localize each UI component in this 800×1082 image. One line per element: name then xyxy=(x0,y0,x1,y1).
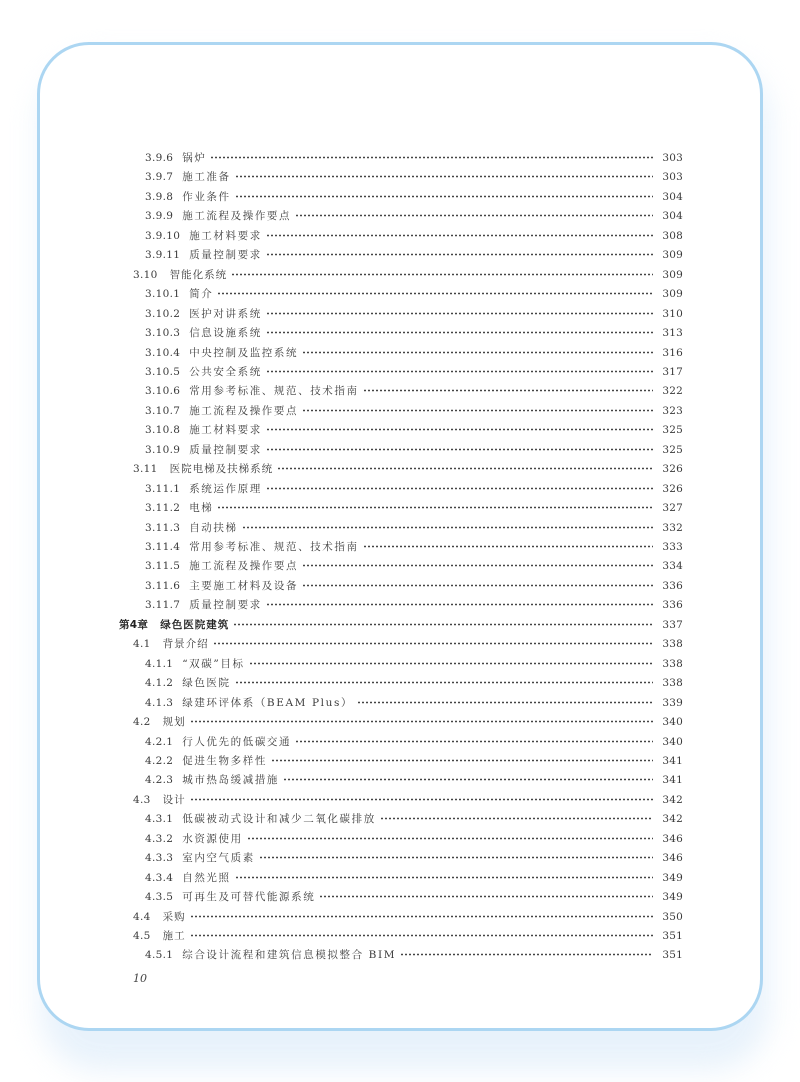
toc-entry-title: 质量控制要求 xyxy=(189,443,262,456)
toc-entry-number: 3.11.4 xyxy=(145,541,181,553)
toc-entry-title: 质量控制要求 xyxy=(189,599,262,612)
toc-entry[interactable] xyxy=(0,924,800,943)
toc-entry-title: 主要施工材料及设备 xyxy=(189,579,299,592)
dot-leader xyxy=(217,506,653,509)
toc-entry-page: 325 xyxy=(662,424,683,437)
toc-entry[interactable] xyxy=(0,768,800,787)
dot-leader xyxy=(277,467,653,470)
toc-entry-page: 339 xyxy=(662,696,683,709)
toc-entry-title: 低碳被动式设计和减少二氧化碳排放 xyxy=(182,813,376,826)
toc-entry-page: 334 xyxy=(662,560,683,573)
toc-entry-number: 4.4 xyxy=(133,910,151,923)
dot-leader xyxy=(271,759,653,762)
dot-leader xyxy=(266,234,653,237)
toc-entry-number: 4.1.2 xyxy=(145,677,174,690)
toc-entry[interactable] xyxy=(0,535,800,554)
toc-entry-number: 3.11.1 xyxy=(145,482,181,495)
toc-entry-title: 水资源使用 xyxy=(182,832,243,845)
toc-entry[interactable] xyxy=(0,691,800,710)
toc-entry-page: 341 xyxy=(662,754,683,767)
toc-entry-number: 4.1.3 xyxy=(145,696,174,709)
toc-entry-page: 304 xyxy=(662,190,683,203)
dot-leader xyxy=(210,156,653,159)
dot-leader xyxy=(363,389,653,392)
toc-entry-number: 4.1 xyxy=(133,638,151,651)
toc-entry[interactable] xyxy=(0,554,800,573)
toc-entry-title: 施工流程及操作要点 xyxy=(182,210,292,223)
toc-entry-page: 323 xyxy=(662,404,683,417)
toc-entry-page: 350 xyxy=(662,910,683,923)
toc-entry-page: 346 xyxy=(662,852,683,865)
toc-entry-page: 351 xyxy=(662,949,683,962)
toc-entry[interactable] xyxy=(0,846,800,865)
toc-entry[interactable] xyxy=(0,827,800,846)
dot-leader xyxy=(266,448,653,451)
toc-entry-page: 326 xyxy=(662,463,683,476)
toc-entry-number: 3.9.11 xyxy=(145,249,181,262)
toc-entry-number: 3.10 xyxy=(133,268,158,281)
toc-entry-title: 公共安全系统 xyxy=(189,365,262,378)
dot-leader xyxy=(247,837,653,840)
dot-leader xyxy=(190,934,653,937)
toc-entry-number: 4.2.2 xyxy=(145,754,174,767)
toc-entry-page: 325 xyxy=(662,443,683,456)
toc-entry-title: 自然光照 xyxy=(182,871,231,884)
dot-leader xyxy=(266,370,653,373)
toc-entry-page: 317 xyxy=(662,365,683,378)
toc-entry-title: 绿色医院 xyxy=(182,677,231,690)
toc-entry-page: 338 xyxy=(662,657,683,670)
toc-entry-page: 349 xyxy=(662,871,683,884)
toc-entry[interactable] xyxy=(0,438,800,457)
toc-entry-title: 锅炉 xyxy=(182,152,207,164)
toc-entry-number: 4.3.3 xyxy=(145,852,174,865)
toc-entry[interactable] xyxy=(0,399,800,418)
dot-leader xyxy=(233,623,653,626)
toc-entry[interactable] xyxy=(0,341,800,360)
dot-leader xyxy=(217,292,653,295)
toc-entry-title: “双碳”目标 xyxy=(182,657,245,670)
toc-entry-number: 3.11.3 xyxy=(145,521,181,534)
dot-leader xyxy=(190,915,653,918)
toc-entry-number: 第4章 xyxy=(119,618,149,631)
toc-entry[interactable] xyxy=(0,185,800,204)
toc-entry-number: 3.9.10 xyxy=(145,229,181,242)
toc-entry-title: 简介 xyxy=(189,288,214,301)
dot-leader xyxy=(266,331,653,334)
toc-entry[interactable] xyxy=(0,632,800,651)
toc-entry-number: 3.11.2 xyxy=(145,502,181,515)
toc-entry-page: 338 xyxy=(662,638,683,651)
dot-leader xyxy=(319,895,653,898)
toc-entry-page: 336 xyxy=(662,579,683,592)
dot-leader xyxy=(357,701,653,704)
toc-entry-title: 规划 xyxy=(162,716,186,729)
toc-entry-title: 常用参考标准、规范、技术指南 xyxy=(189,385,359,398)
toc-entry-page: 309 xyxy=(662,249,683,262)
toc-entry-page: 304 xyxy=(662,210,683,223)
toc-entry[interactable] xyxy=(0,165,800,184)
toc-entry-title: 施工流程及操作要点 xyxy=(189,560,299,573)
toc-entry[interactable] xyxy=(0,885,800,904)
toc-entry[interactable] xyxy=(0,282,800,301)
toc-entry-page: 310 xyxy=(662,307,683,320)
toc-entry-number: 3.9.8 xyxy=(145,190,174,203)
dot-leader xyxy=(266,312,653,315)
toc-entry[interactable] xyxy=(0,477,800,496)
toc-entry-page: 309 xyxy=(662,268,683,281)
toc-entry-page: 338 xyxy=(662,677,683,690)
dot-leader xyxy=(190,720,653,723)
toc-entry[interactable] xyxy=(0,574,800,593)
toc-entry-page: 340 xyxy=(662,716,683,729)
toc-entry-number: 3.10.3 xyxy=(145,327,181,340)
toc-entry-title: 促进生物多样性 xyxy=(182,754,267,767)
toc-entry-number: 4.3.4 xyxy=(145,871,174,884)
toc-entry-number: 3.10.9 xyxy=(145,443,181,456)
toc-entry-page: 322 xyxy=(662,385,683,398)
toc-entry[interactable] xyxy=(0,730,800,749)
toc-entry[interactable] xyxy=(0,263,800,282)
toc-entry-title: 绿色医院建筑 xyxy=(160,618,230,631)
toc-entry-title: 智能化系统 xyxy=(169,268,228,281)
dot-leader xyxy=(302,351,653,354)
toc-entry-title: 信息设施系统 xyxy=(189,327,262,340)
toc-entry-page: 303 xyxy=(662,171,683,184)
toc-entry[interactable] xyxy=(0,360,800,379)
toc-entry[interactable] xyxy=(0,905,800,924)
toc-entry-title: 背景介绍 xyxy=(162,638,209,651)
toc-entry-number: 4.3.2 xyxy=(145,832,174,845)
toc-entry-title: 城市热岛缓减措施 xyxy=(182,774,280,787)
toc-entry-number: 3.10.4 xyxy=(145,346,181,359)
toc-entry[interactable] xyxy=(0,204,800,223)
toc-entry[interactable] xyxy=(0,224,800,243)
toc-entry-number: 3.10.8 xyxy=(145,424,181,437)
toc-entry-title: 系统运作原理 xyxy=(189,482,262,495)
toc-entry[interactable] xyxy=(0,943,800,962)
toc-entry-page: 327 xyxy=(662,502,683,515)
toc-entry-number: 4.2.3 xyxy=(145,774,174,787)
toc-entry-title: 绿建环评体系（BEAM Plus） xyxy=(182,696,354,709)
toc-entry-title: 常用参考标准、规范、技术指南 xyxy=(189,541,359,553)
dot-leader xyxy=(266,253,653,256)
toc-entry-page: 309 xyxy=(662,288,683,301)
toc-entry-title: 医院电梯及扶梯系统 xyxy=(169,463,274,476)
toc-entry-number: 4.3.5 xyxy=(145,891,174,904)
toc-entry[interactable] xyxy=(0,418,800,437)
toc-entry-page: 332 xyxy=(662,521,683,534)
toc-entry-page: 313 xyxy=(662,327,683,340)
toc-entry-page: 341 xyxy=(662,774,683,787)
dot-leader xyxy=(302,564,653,567)
toc-entry-page: 326 xyxy=(662,482,683,495)
toc-entry[interactable] xyxy=(0,496,800,515)
toc-entry-title: 施工 xyxy=(162,930,186,942)
toc-entry[interactable] xyxy=(0,652,800,671)
dot-leader xyxy=(266,428,653,431)
dot-leader xyxy=(190,798,653,801)
toc-entry-number: 3.10.6 xyxy=(145,385,181,398)
toc-entry[interactable] xyxy=(0,807,800,826)
dot-leader xyxy=(295,740,653,743)
dot-leader xyxy=(235,175,653,178)
toc-entry-title: 施工材料要求 xyxy=(189,424,262,437)
toc-entry-number: 4.1.1 xyxy=(145,657,174,670)
toc-entry[interactable] xyxy=(0,146,800,165)
toc-entry-page: 308 xyxy=(662,229,683,242)
toc-entry-title: 自动扶梯 xyxy=(189,521,238,534)
toc-entry-title: 质量控制要求 xyxy=(189,249,262,262)
toc-entry-page: 340 xyxy=(662,735,683,748)
dot-leader xyxy=(235,195,653,198)
toc-entry-page: 336 xyxy=(662,599,683,612)
dot-leader xyxy=(249,662,653,665)
toc-entry-number: 3.9.9 xyxy=(145,210,174,223)
dot-leader xyxy=(380,817,653,820)
toc-entry-page: 303 xyxy=(662,152,683,164)
toc-entry-page: 342 xyxy=(662,793,683,806)
toc-entry-title: 作业条件 xyxy=(182,190,231,203)
dot-leader xyxy=(235,876,653,879)
toc-entry[interactable] xyxy=(0,302,800,321)
toc-entry-page: 346 xyxy=(662,832,683,845)
page-number: 10 xyxy=(133,972,147,985)
toc-entry-title: 行人优先的低碳交通 xyxy=(182,735,292,748)
toc-entry-number: 4.3 xyxy=(133,793,151,806)
toc-entry[interactable] xyxy=(0,788,800,807)
toc-entry-number: 3.10.5 xyxy=(145,365,181,378)
dot-leader xyxy=(400,953,653,956)
dot-leader xyxy=(266,487,653,490)
toc-entry-number: 3.11.7 xyxy=(145,599,181,612)
dot-leader xyxy=(213,642,653,645)
toc-entry-number: 4.3.1 xyxy=(145,813,174,826)
dot-leader xyxy=(283,778,653,781)
toc-entry-number: 4.5 xyxy=(133,930,151,942)
toc-entry-title: 电梯 xyxy=(189,502,214,515)
toc-entry-number: 3.10.7 xyxy=(145,404,181,417)
dot-leader xyxy=(363,545,653,548)
toc-entry-number: 3.11 xyxy=(133,463,158,476)
dot-leader xyxy=(295,214,653,217)
toc-entry-title: 综合设计流程和建筑信息模拟整合 BIM xyxy=(182,949,397,962)
toc-entry[interactable] xyxy=(0,593,800,612)
toc-entry[interactable] xyxy=(0,321,800,340)
toc-entry-title: 施工材料要求 xyxy=(189,229,262,242)
toc-entry-title: 施工流程及操作要点 xyxy=(189,404,299,417)
toc-entry-number: 3.9.7 xyxy=(145,171,174,184)
toc-entry-number: 4.2 xyxy=(133,716,151,729)
toc-entry-number: 3.9.6 xyxy=(145,152,174,164)
toc-entry-title: 可再生及可替代能源系统 xyxy=(182,891,316,904)
toc-entry[interactable] xyxy=(0,243,800,262)
toc-entry-number: 3.10.1 xyxy=(145,288,181,301)
toc-entry[interactable] xyxy=(0,749,800,768)
dot-leader xyxy=(242,526,653,529)
toc-entry-number: 4.5.1 xyxy=(145,949,174,962)
toc-entry[interactable] xyxy=(0,710,800,729)
toc-entry-title: 中央控制及监控系统 xyxy=(189,346,299,359)
toc-entry[interactable] xyxy=(0,516,800,535)
toc-entry[interactable] xyxy=(0,457,800,476)
toc-entry-page: 337 xyxy=(662,618,683,631)
toc-entry-page: 316 xyxy=(662,346,683,359)
toc-entry[interactable] xyxy=(0,379,800,398)
dot-leader xyxy=(302,409,653,412)
toc-entry-number: 3.10.2 xyxy=(145,307,181,320)
toc-entry-title: 室内空气质素 xyxy=(182,852,255,865)
dot-leader xyxy=(259,856,653,859)
toc-entry-title: 医护对讲系统 xyxy=(189,307,262,320)
toc-entry[interactable] xyxy=(0,866,800,885)
toc-entry[interactable] xyxy=(0,671,800,690)
toc-entry-page: 342 xyxy=(662,813,683,826)
toc-chapter-entry[interactable] xyxy=(0,613,800,632)
toc-entry-page: 349 xyxy=(662,891,683,904)
dot-leader xyxy=(302,584,653,587)
dot-leader xyxy=(231,273,653,276)
toc-entry-page: 333 xyxy=(662,541,683,553)
toc-entry-number: 3.11.6 xyxy=(145,579,181,592)
toc-entry-title: 采购 xyxy=(162,910,186,923)
toc-entry-number: 4.2.1 xyxy=(145,735,174,748)
dot-leader xyxy=(235,681,653,684)
toc-entry-title: 施工准备 xyxy=(182,171,231,184)
toc-entry-page: 351 xyxy=(662,930,683,942)
toc-entry-number: 3.11.5 xyxy=(145,560,181,573)
dot-leader xyxy=(266,603,653,606)
toc-entry-title: 设计 xyxy=(162,793,186,806)
